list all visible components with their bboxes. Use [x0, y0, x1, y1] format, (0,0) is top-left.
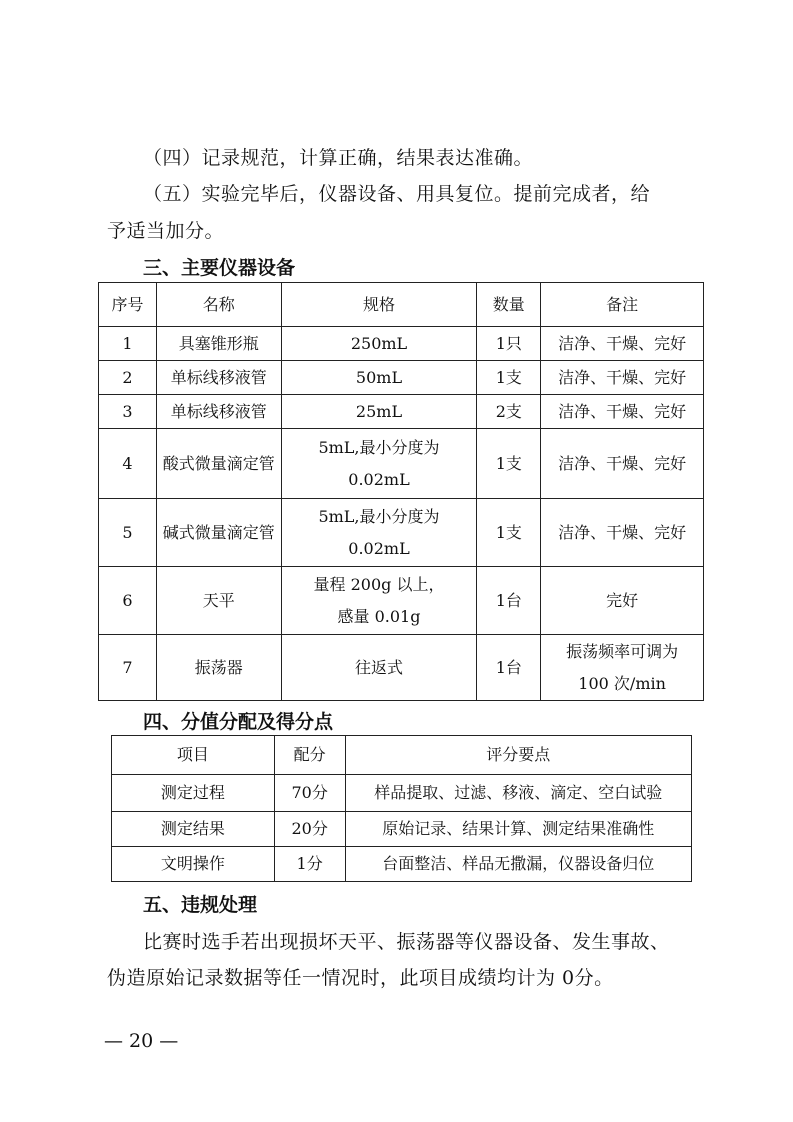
cell-no: 1 — [99, 327, 157, 361]
cell-no: 2 — [99, 361, 157, 395]
cell-name: 振荡器 — [156, 635, 281, 701]
cell-spec — [281, 635, 477, 701]
note-line: 洁净、干燥、完好 — [558, 333, 687, 353]
header-note: 备注 — [541, 283, 704, 327]
cell-qty: 1台 — [477, 635, 541, 701]
section-3-title: 三、主要仪器设备 — [143, 257, 296, 279]
header-qty: 数量 — [477, 283, 541, 327]
cell-name: 单标线移液管 — [156, 395, 281, 429]
cell-qty: 1支 — [477, 499, 541, 567]
cell-item: 测定过程 — [112, 775, 275, 812]
paragraph-item-4: （四）记录规范，计算正确，结果表达准确。 — [143, 147, 534, 169]
table-row — [99, 327, 704, 361]
cell-points: 原始记录、结果计算、测定结果准确性 — [345, 812, 691, 847]
note-line: 洁净、干燥、完好 — [558, 401, 687, 421]
table-row — [99, 361, 704, 395]
spec-line: 5mL,最小分度为 — [318, 506, 440, 526]
cell-note — [541, 361, 704, 395]
equipment-table-header — [99, 283, 704, 327]
cell-spec — [281, 499, 477, 567]
violation-line-2: 伪造原始记录数据等任一情况时，此项目成绩均计为 0分。 — [107, 967, 614, 989]
cell-no: 5 — [99, 499, 157, 567]
table-row — [112, 812, 692, 847]
cell-no: 7 — [99, 635, 157, 701]
cell-no: 3 — [99, 395, 157, 429]
cell-note — [541, 499, 704, 567]
header-item: 项目 — [112, 736, 275, 775]
cell-qty: 1台 — [477, 567, 541, 635]
cell-note — [541, 429, 704, 499]
cell-no: 6 — [99, 567, 157, 635]
cell-spec — [281, 567, 477, 635]
note-line: 洁净、干燥、完好 — [558, 453, 687, 473]
cell-note — [541, 327, 704, 361]
score-table — [111, 735, 692, 882]
equipment-table — [98, 282, 704, 701]
header-score: 配分 — [274, 736, 345, 775]
table-row — [99, 395, 704, 429]
table-row — [99, 567, 704, 635]
header-spec: 规格 — [281, 283, 477, 327]
cell-qty: 2支 — [477, 395, 541, 429]
cell-spec — [281, 395, 477, 429]
section-4-title: 四、分值分配及得分点 — [143, 711, 334, 733]
note-line: 洁净、干燥、完好 — [558, 522, 687, 542]
score-table-header — [112, 736, 692, 775]
cell-name: 碱式微量滴定管 — [156, 499, 281, 567]
cell-name: 天平 — [156, 567, 281, 635]
cell-score: 1分 — [274, 847, 345, 882]
paragraph-item-5-line-2: 予适当加分。 — [107, 220, 225, 242]
table-row — [99, 635, 704, 701]
note-line: 完好 — [606, 590, 639, 610]
cell-spec — [281, 429, 477, 499]
spec-line: 5mL,最小分度为 — [318, 437, 440, 457]
spec-line: 0.02mL — [348, 469, 410, 489]
cell-points: 台面整洁、样品无撒漏，仪器设备归位 — [345, 847, 691, 882]
spec-line: 50mL — [355, 367, 403, 387]
header-no: 序号 — [99, 283, 157, 327]
cell-spec — [281, 361, 477, 395]
cell-name: 单标线移液管 — [156, 361, 281, 395]
cell-note — [541, 395, 704, 429]
spec-line: 感量 0.01g — [337, 606, 421, 626]
note-line: 振荡频率可调为 — [566, 641, 679, 661]
paragraph-item-5-line-1: （五）实验完毕后，仪器设备、用具复位。提前完成者，给 — [143, 183, 651, 205]
cell-qty: 1支 — [477, 429, 541, 499]
cell-item: 文明操作 — [112, 847, 275, 882]
cell-no: 4 — [99, 429, 157, 499]
cell-name: 酸式微量滴定管 — [156, 429, 281, 499]
section-5-title: 五、违规处理 — [143, 894, 258, 916]
cell-note — [541, 635, 704, 701]
spec-line: 量程 200g 以上， — [313, 574, 445, 594]
cell-score: 20分 — [274, 812, 345, 847]
cell-note — [541, 567, 704, 635]
page-number: — 20 — — [104, 1030, 179, 1052]
table-row — [99, 499, 704, 567]
cell-qty: 1只 — [477, 327, 541, 361]
cell-spec — [281, 327, 477, 361]
cell-name: 具塞锥形瓶 — [156, 327, 281, 361]
spec-line: 往返式 — [354, 657, 403, 677]
cell-qty: 1支 — [477, 361, 541, 395]
cell-score: 70分 — [274, 775, 345, 812]
note-line: 洁净、干燥、完好 — [558, 367, 687, 387]
cell-item: 测定结果 — [112, 812, 275, 847]
table-row — [112, 775, 692, 812]
table-row — [112, 847, 692, 882]
spec-line: 0.02mL — [348, 538, 410, 558]
header-name: 名称 — [156, 283, 281, 327]
violation-line-1: 比赛时选手若出现损坏天平、振荡器等仪器设备、发生事故、 — [143, 931, 670, 953]
note-line: 100 次/min — [578, 673, 666, 693]
header-points: 评分要点 — [345, 736, 691, 775]
spec-line: 25mL — [355, 401, 403, 421]
cell-points: 样品提取、过滤、移液、滴定、空白试验 — [345, 775, 691, 812]
spec-line: 250mL — [350, 333, 408, 353]
table-row — [99, 429, 704, 499]
